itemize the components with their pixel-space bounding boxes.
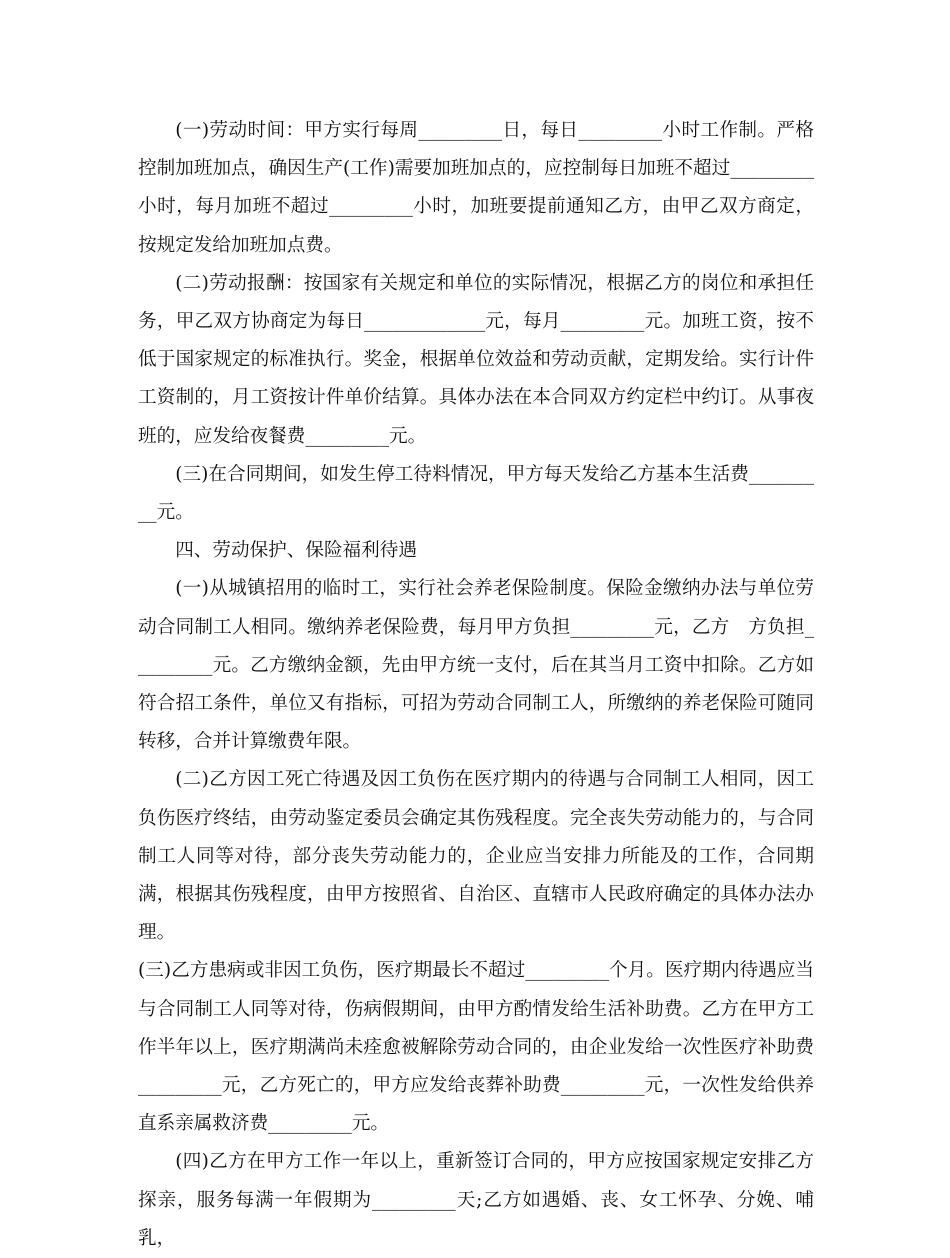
paragraph-remuneration: (二)劳动报酬：按国家有关规定和单位的实际情况，根据乙方的岗位和承担任务，甲乙双方协商定为每日_____________元，每月_________元。加班工资，按不低于国家规定的标准执行。奖金，根据单位效益和劳动贡献，定期发给。实行计件工资制的，月工资按计件单价结算。具体办法在本合同双方约定栏中约订。从事夜班的，应发给夜餐费_________元。	[138, 272, 814, 447]
paragraph-family-leave: (四)乙方在甲方工作一年以上，重新签订合同的，甲方应按国家规定安排乙方探亲，服务每满一年假期为_________天;乙方如遇婚、丧、女工怀孕、分娩、哺乳，	[138, 1151, 814, 1249]
paragraph-pension-insurance: (一)从城镇招用的临时工，实行社会养老保险制度。保险金缴纳办法与单位劳动合同制工人相同。缴纳养老保险费，每月甲方负担_________元，乙方 方负担_________元。乙方缴纳金额，先由甲方统一支付，后在其当月工资中扣除。乙方如符合招工条件，单位又有指标，可招为劳动合同制工人，所缴纳的养老保险可随同转移，合并计算缴费年限。	[138, 578, 814, 753]
section-heading-labor-protection: 四、劳动保护、保险福利待遇	[175, 540, 417, 562]
paragraph-work-injury: (二)乙方因工死亡待遇及因工负伤在医疗期内的待遇与合同制工人相同，因工负伤医疗终结，由劳动鉴定委员会确定其伤残程度。完全丧失劳动能力的，与合同制工人同等对待，部分丧失劳动能力的，企业应当安排力所能及的工作，合同期满，根据其伤残程度，由甲方按照省、自治区、直辖市人民政府确定的具体办法办理。	[138, 769, 814, 944]
paragraph-working-hours: (一)劳动时间：甲方实行每周_________日，每日_________小时工作制。严格控制加班加点，确因生产(工作)需要加班加点的，应控制每日加班不超过_________小时，每月加班不超过_________小时，加班要提前通知乙方，由甲乙双方商定，按规定发给加班加点费。	[138, 120, 814, 256]
paragraph-work-stoppage: (三)在合同期间，如发生停工待料情况，甲方每天发给乙方基本生活费_________元。	[138, 463, 814, 524]
paragraph-illness: (三)乙方患病或非因工负伤，医疗期最长不超过_________个月。医疗期内待遇应当与合同制工人同等对待，伤病假期间，由甲方酌情发给生活补助费。乙方在甲方工作半年以上，医疗期满尚未痊愈被解除劳动合同的，由企业发给一次性医疗补助费_________元，乙方死亡的，甲方应发给丧葬补助费_________元，一次性发给供养直系亲属救济费_________元。	[138, 960, 814, 1135]
document-body	[138, 112, 814, 1258]
